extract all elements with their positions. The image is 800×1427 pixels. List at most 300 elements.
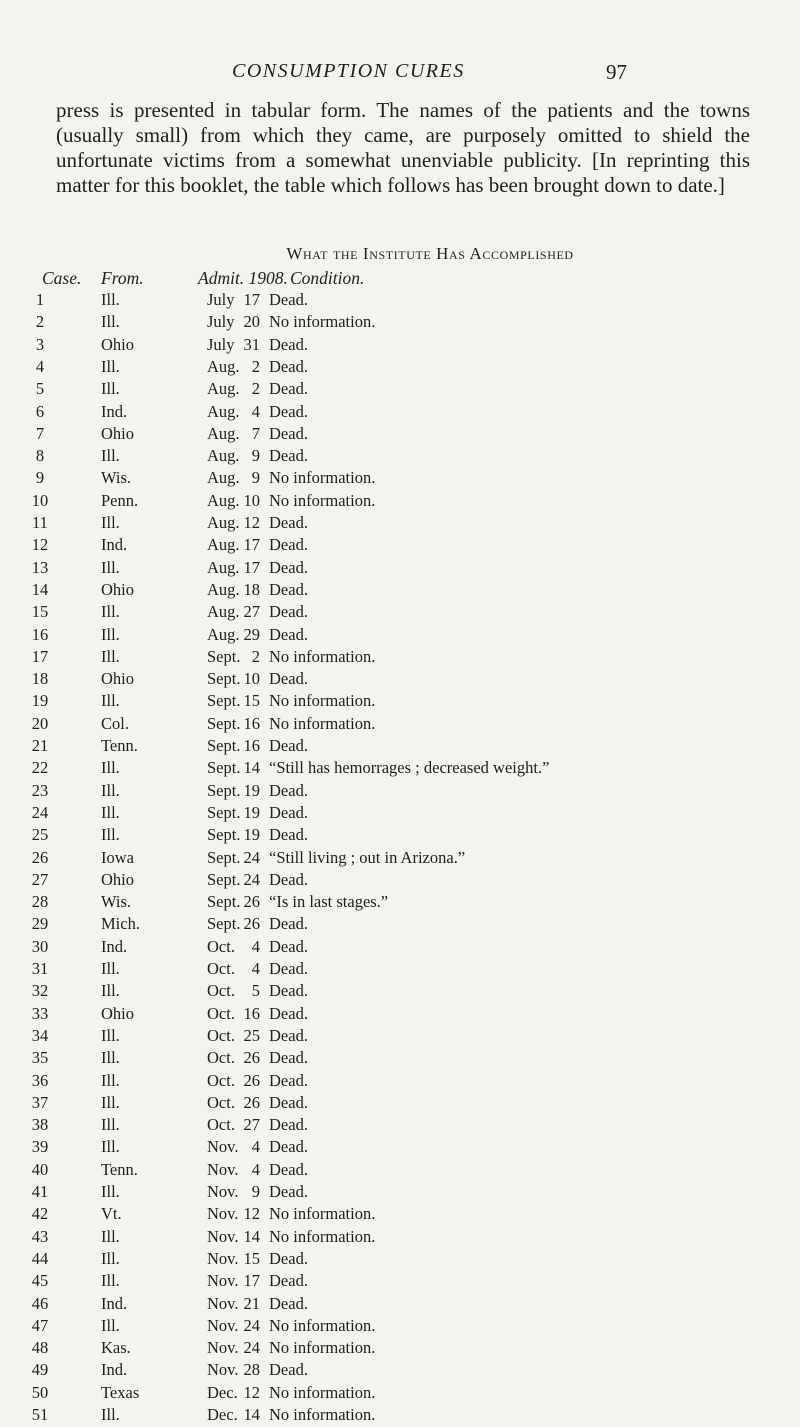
table-row [0, 1048, 800, 1070]
from-state: Ill. [101, 356, 120, 376]
case-number: 25 [31, 825, 49, 845]
from-state: Ind. [101, 1293, 128, 1313]
admit-month: July [207, 290, 235, 309]
from-state: Ill. [101, 290, 120, 309]
from-state: Iowa [101, 847, 134, 867]
from-state: Ill. [101, 825, 120, 845]
admit-day: 5 [251, 981, 260, 1001]
condition-text: Dead. [269, 1360, 308, 1380]
table-row [0, 1360, 800, 1382]
from-state: Ill. [101, 1070, 120, 1090]
case-number: 40 [31, 1159, 49, 1179]
condition-text: Dead. [269, 356, 308, 376]
case-number: 38 [31, 1115, 49, 1135]
admit-month: Sept. [207, 892, 241, 912]
case-number: 42 [31, 1204, 49, 1224]
admit-day: 24 [243, 847, 260, 867]
condition-text: Dead. [269, 1092, 308, 1112]
table-row [0, 1383, 800, 1405]
admit-day: 21 [243, 1293, 260, 1313]
from-state: Ill. [101, 758, 120, 778]
table-row [0, 357, 800, 379]
condition-text: Dead. [269, 513, 308, 532]
admit-month: Sept. [207, 825, 241, 845]
condition-text: No information. [269, 490, 376, 510]
case-number: 4 [35, 356, 45, 376]
condition-text: No information. [269, 1315, 376, 1335]
condition-text: “Still has hemorrages ; decreased weight.” [269, 758, 550, 778]
from-state: Wis. [101, 892, 132, 912]
case-number: 37 [31, 1092, 49, 1112]
case-number: 16 [31, 624, 49, 644]
admit-month: Oct. [207, 981, 235, 1001]
admit-month: Nov. [207, 1182, 239, 1201]
table-row [0, 848, 800, 870]
admit-day: 9 [251, 446, 260, 466]
case-number: 19 [31, 691, 49, 711]
table-row [0, 1204, 800, 1226]
admit-month: Nov. [207, 1293, 239, 1313]
condition-text: No information. [269, 691, 376, 711]
from-state: Ohio [101, 669, 134, 689]
from-state: Penn. [101, 490, 139, 510]
admit-day: 14 [243, 758, 260, 778]
admit-day: 10 [243, 669, 260, 689]
condition-text: No information. [269, 646, 376, 666]
admit-day: 4 [251, 1137, 260, 1157]
condition-text: Dead. [269, 802, 308, 822]
admit-day: 26 [243, 914, 260, 934]
case-number: 43 [31, 1226, 49, 1246]
from-state: Ill. [101, 959, 120, 978]
case-number: 49 [31, 1360, 49, 1380]
admit-day: 17 [243, 290, 260, 309]
table-row [0, 446, 800, 468]
admit-day: 26 [243, 892, 260, 912]
admit-day: 27 [243, 1115, 260, 1135]
from-state: Ill. [101, 802, 120, 822]
admit-day: 16 [243, 736, 260, 755]
table-row [0, 758, 800, 780]
condition-text: Dead. [269, 1048, 308, 1068]
table-row [0, 312, 800, 334]
intro-paragraph: press is presented in tabular form. The names of the patients and the towns (usually small) from which they came, are purposely omitted to shield the unfortunate victims from a somewhat unenviable publicity. [In reprinting this matter for this booklet, the table which follows has been brought down to date.] [56, 98, 750, 197]
condition-text: Dead. [269, 1271, 308, 1291]
admit-day: 29 [243, 624, 260, 644]
table-row [0, 736, 800, 758]
admit-month: Oct. [207, 1003, 235, 1023]
case-number: 12 [31, 535, 49, 555]
admit-month: Sept. [207, 914, 241, 934]
admit-day: 17 [243, 1271, 260, 1291]
condition-text: Dead. [269, 290, 308, 309]
from-state: Ill. [101, 981, 120, 1001]
admit-month: Oct. [207, 959, 235, 978]
admit-day: 24 [243, 1315, 260, 1335]
condition-text: Dead. [269, 557, 308, 577]
condition-text: No information. [269, 312, 376, 332]
admit-day: 27 [243, 602, 260, 622]
case-number: 50 [31, 1382, 49, 1402]
table-row [0, 892, 800, 914]
admit-month: Dec. [207, 1405, 238, 1424]
table-row [0, 1026, 800, 1048]
from-state: Ind. [101, 1360, 128, 1380]
from-state: Ill. [101, 446, 120, 466]
admit-day: 4 [251, 936, 260, 956]
admit-month: Aug. [207, 602, 240, 622]
condition-text: Dead. [269, 736, 308, 755]
admit-month: Aug. [207, 379, 240, 399]
admit-month: July [207, 334, 235, 354]
table-row [0, 513, 800, 535]
admit-day: 18 [243, 579, 260, 599]
condition-text: No information. [269, 468, 376, 488]
case-number: 10 [31, 490, 49, 510]
from-state: Mich. [101, 914, 140, 934]
condition-text: Dead. [269, 1115, 308, 1135]
from-state: Ill. [101, 513, 120, 532]
table-row [0, 580, 800, 602]
admit-month: Nov. [207, 1137, 239, 1157]
table-row [0, 1249, 800, 1271]
table-row [0, 1294, 800, 1316]
header-condition: Condition. [290, 268, 365, 288]
case-number: 8 [35, 446, 45, 466]
from-state: Ohio [101, 579, 134, 599]
table-row [0, 714, 800, 736]
case-number: 44 [31, 1248, 49, 1268]
admit-month: Sept. [207, 847, 241, 867]
from-state: Ill. [101, 379, 120, 399]
admit-month: Nov. [207, 1271, 239, 1291]
admit-day: 4 [251, 1159, 260, 1179]
table-row [0, 1316, 800, 1338]
table-row [0, 290, 800, 312]
condition-text: Dead. [269, 401, 308, 421]
case-number: 22 [31, 758, 49, 778]
admit-day: 17 [243, 557, 260, 577]
condition-text: Dead. [269, 1182, 308, 1201]
condition-text: No information. [269, 1226, 376, 1246]
admit-month: Aug. [207, 356, 240, 376]
condition-text: Dead. [269, 825, 308, 845]
from-state: Vt. [101, 1204, 122, 1224]
case-number: 3 [35, 334, 45, 354]
admit-day: 19 [243, 780, 260, 800]
from-state: Ill. [101, 1137, 120, 1157]
table-row [0, 625, 800, 647]
condition-text: Dead. [269, 780, 308, 800]
condition-text: No information. [269, 1405, 376, 1424]
case-number: 46 [31, 1293, 49, 1313]
condition-text: No information. [269, 1382, 376, 1402]
table-row [0, 535, 800, 557]
admit-day: 2 [251, 379, 260, 399]
case-number: 11 [32, 513, 48, 532]
case-number: 45 [31, 1271, 49, 1291]
admit-day: 25 [243, 1025, 260, 1045]
admit-month: Aug. [207, 624, 240, 644]
from-state: Ind. [101, 535, 128, 555]
table-row [0, 379, 800, 401]
admit-day: 9 [251, 1182, 260, 1201]
admit-day: 10 [243, 490, 260, 510]
table-row [0, 781, 800, 803]
from-state: Ill. [101, 1271, 120, 1291]
header-case: Case. [42, 268, 82, 288]
admit-month: Nov. [207, 1159, 239, 1179]
running-title: CONSUMPTION CURES [232, 60, 465, 82]
admit-month: Sept. [207, 758, 241, 778]
admit-month: Aug. [207, 557, 240, 577]
table-row [0, 981, 800, 1003]
admit-day: 4 [251, 401, 260, 421]
admit-month: Nov. [207, 1360, 239, 1380]
admit-month: Oct. [207, 1070, 235, 1090]
condition-text: Dead. [269, 1159, 308, 1179]
from-state: Ill. [101, 602, 120, 622]
from-state: Ill. [101, 1315, 120, 1335]
condition-text: Dead. [269, 1293, 308, 1313]
admit-month: Dec. [207, 1382, 238, 1402]
admit-month: Sept. [207, 713, 241, 733]
admit-month: Sept. [207, 691, 241, 711]
admit-day: 2 [251, 356, 260, 376]
admit-month: Oct. [207, 1048, 235, 1068]
condition-text: Dead. [269, 914, 308, 934]
case-number: 6 [35, 401, 45, 421]
table-row [0, 914, 800, 936]
condition-text: Dead. [269, 602, 308, 622]
admit-day: 14 [243, 1405, 260, 1424]
admit-day: 16 [243, 713, 260, 733]
admit-month: Sept. [207, 802, 241, 822]
condition-text: Dead. [269, 379, 308, 399]
from-state: Ill. [101, 1048, 120, 1068]
table-row [0, 1160, 800, 1182]
admit-month: Nov. [207, 1204, 239, 1224]
case-number: 29 [31, 914, 49, 934]
case-number: 48 [31, 1338, 49, 1358]
admit-day: 12 [243, 513, 260, 532]
admit-month: Sept. [207, 736, 241, 755]
condition-text: Dead. [269, 1025, 308, 1045]
case-number: 51 [31, 1405, 49, 1424]
from-state: Kas. [101, 1338, 131, 1358]
from-state: Ohio [101, 1003, 134, 1023]
admit-month: Oct. [207, 936, 235, 956]
from-state: Ind. [101, 401, 128, 421]
from-state: Wis. [101, 468, 132, 488]
header-admit: Admit. 1908. [198, 268, 288, 288]
admit-day: 4 [251, 959, 260, 978]
table-row [0, 1182, 800, 1204]
admit-month: Oct. [207, 1025, 235, 1045]
from-state: Ill. [101, 1092, 120, 1112]
admit-day: 26 [243, 1048, 260, 1068]
table-row [0, 937, 800, 959]
table-row [0, 335, 800, 357]
table-row [0, 1071, 800, 1093]
table-row [0, 1405, 800, 1427]
condition-text: Dead. [269, 959, 308, 978]
admit-month: Nov. [207, 1226, 239, 1246]
from-state: Ill. [101, 1115, 120, 1135]
case-number: 21 [31, 736, 49, 755]
case-number: 26 [31, 847, 49, 867]
admit-day: 16 [243, 1003, 260, 1023]
case-number: 41 [31, 1182, 49, 1201]
admit-month: Nov. [207, 1338, 239, 1358]
table-row [0, 1137, 800, 1159]
admit-month: Sept. [207, 869, 241, 889]
condition-text: Dead. [269, 535, 308, 555]
case-number: 34 [31, 1025, 49, 1045]
admit-month: Aug. [207, 490, 240, 510]
condition-text: Dead. [269, 981, 308, 1001]
table-row [0, 1115, 800, 1137]
case-number: 30 [31, 936, 49, 956]
admit-day: 24 [243, 869, 260, 889]
admit-month: Sept. [207, 669, 241, 689]
from-state: Col. [101, 713, 129, 733]
table-row [0, 647, 800, 669]
table-row [0, 602, 800, 624]
table-row [0, 1338, 800, 1360]
admit-day: 19 [243, 825, 260, 845]
from-state: Ill. [101, 780, 120, 800]
from-state: Ohio [101, 869, 134, 889]
condition-text: Dead. [269, 669, 308, 689]
case-number: 24 [31, 802, 49, 822]
from-state: Ill. [101, 1182, 120, 1201]
case-number: 7 [35, 423, 45, 443]
condition-text: Dead. [269, 1070, 308, 1090]
table-row [0, 691, 800, 713]
admit-day: 26 [243, 1070, 260, 1090]
case-number: 15 [31, 602, 49, 622]
admit-month: Nov. [207, 1315, 239, 1335]
condition-text: Dead. [269, 1137, 308, 1157]
from-state: Ill. [101, 1226, 120, 1246]
table-row [0, 424, 800, 446]
admit-day: 24 [243, 1338, 260, 1358]
case-number: 39 [31, 1137, 49, 1157]
admit-month: Sept. [207, 780, 241, 800]
admit-month: Sept. [207, 646, 241, 666]
page-number: 97 [606, 60, 627, 84]
admit-day: 20 [243, 312, 260, 332]
case-number: 18 [31, 669, 49, 689]
case-number: 9 [35, 468, 45, 488]
case-number: 35 [31, 1048, 49, 1068]
admit-day: 26 [243, 1092, 260, 1112]
case-number: 13 [31, 557, 49, 577]
table-title-text: What the Institute Has Accomplished [286, 244, 574, 263]
admit-month: Aug. [207, 446, 240, 466]
from-state: Ill. [101, 1025, 120, 1045]
admit-month: Aug. [207, 579, 240, 599]
admit-month: Oct. [207, 1115, 235, 1135]
from-state: Ohio [101, 423, 134, 443]
from-state: Texas [101, 1382, 140, 1402]
from-state: Ill. [101, 691, 120, 711]
admit-month: Oct. [207, 1092, 235, 1112]
admit-day: 2 [251, 646, 260, 666]
condition-text: Dead. [269, 936, 308, 956]
condition-text: Dead. [269, 446, 308, 466]
table-row [0, 1004, 800, 1026]
table-row [0, 803, 800, 825]
from-state: Ohio [101, 334, 134, 354]
admit-month: Aug. [207, 468, 240, 488]
table-row [0, 669, 800, 691]
case-number: 20 [31, 713, 49, 733]
table-row [0, 402, 800, 424]
condition-text: Dead. [269, 1248, 308, 1268]
condition-text: No information. [269, 1204, 376, 1224]
from-state: Tenn. [101, 1159, 138, 1179]
admit-month: Aug. [207, 513, 240, 532]
condition-text: Dead. [269, 869, 308, 889]
table-row [0, 825, 800, 847]
admit-month: Aug. [207, 423, 240, 443]
admit-day: 9 [251, 468, 260, 488]
table-row [0, 491, 800, 513]
admit-day: 12 [243, 1382, 260, 1402]
case-number: 28 [31, 892, 49, 912]
condition-text: “Is in last stages.” [269, 892, 389, 912]
admit-day: 19 [243, 802, 260, 822]
admit-month: Aug. [207, 535, 240, 555]
case-number: 1 [35, 290, 45, 309]
condition-text: Dead. [269, 334, 308, 354]
admit-day: 15 [243, 691, 260, 711]
case-number: 36 [31, 1070, 49, 1090]
table-row [0, 1227, 800, 1249]
case-number: 2 [35, 312, 45, 332]
admit-month: July [207, 312, 235, 332]
condition-text: Dead. [269, 423, 308, 443]
case-number: 5 [35, 379, 45, 399]
admit-month: Nov. [207, 1248, 239, 1268]
from-state: Ill. [101, 1248, 120, 1268]
from-state: Ill. [101, 1405, 120, 1424]
case-number: 33 [31, 1003, 49, 1023]
table-row [0, 959, 800, 981]
admit-day: 28 [243, 1360, 260, 1380]
table-row [0, 870, 800, 892]
condition-text: “Still living ; out in Arizona.” [269, 847, 466, 867]
condition-text: Dead. [269, 624, 308, 644]
admit-day: 17 [243, 535, 260, 555]
condition-text: Dead. [269, 1003, 308, 1023]
case-number: 14 [31, 579, 49, 599]
from-state: Ill. [101, 646, 120, 666]
table-row [0, 1271, 800, 1293]
case-number: 17 [31, 646, 49, 666]
case-number: 27 [31, 869, 49, 889]
condition-text: Dead. [269, 579, 308, 599]
from-state: Ill. [101, 624, 120, 644]
table-row [0, 1093, 800, 1115]
from-state: Ill. [101, 312, 120, 332]
admit-day: 12 [243, 1204, 260, 1224]
case-number: 31 [31, 959, 49, 978]
from-state: Ind. [101, 936, 128, 956]
condition-text: No information. [269, 713, 376, 733]
